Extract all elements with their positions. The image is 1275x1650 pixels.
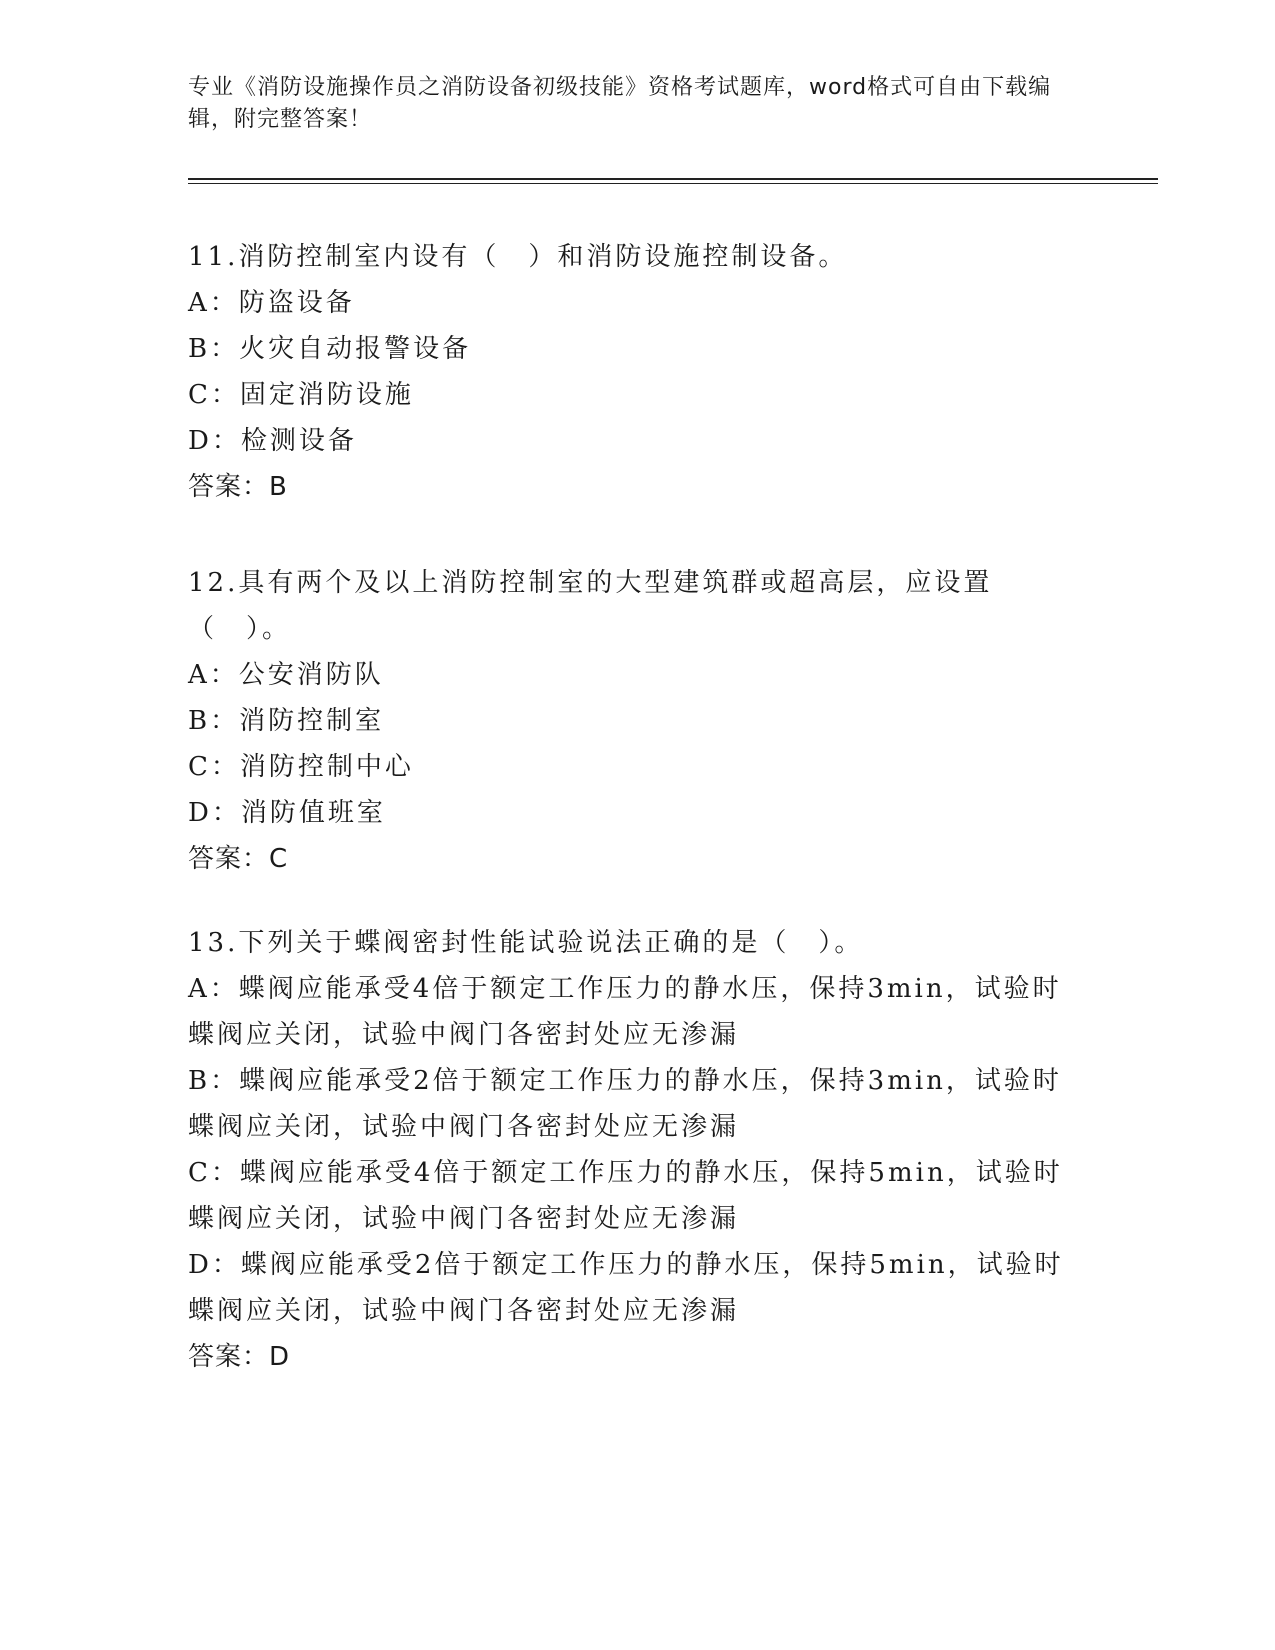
question-stem: 11.消防控制室内设有（ ）和消防设施控制设备。 xyxy=(188,242,848,272)
header-divider-thin xyxy=(188,183,1158,184)
option-c: C：消防控制中心 xyxy=(188,752,414,782)
option-a: A：防盗设备 xyxy=(188,288,355,318)
answer-line: 答案：D xyxy=(188,1342,291,1372)
option-b: B：火灾自动报警设备 xyxy=(188,334,472,364)
option-d: D：消防值班室 xyxy=(188,798,386,828)
option-a: A：公安消防队 xyxy=(188,660,384,690)
answer-line: 答案：C xyxy=(188,844,289,874)
option-b: B：蝶阀应能承受2倍于额定工作压力的静水压，保持3min，试验时蝶阀应关闭，试验中阀门各密封处应无渗漏 xyxy=(188,1066,1062,1142)
document-header: 专业《消防设施操作员之消防设备初级技能》资格考试题库，word格式可自由下载编辑，附完整答案！ xyxy=(188,75,1052,132)
question-stem: 13.下列关于蝶阀密封性能试验说法正确的是（ ）。 xyxy=(188,928,864,958)
question-11 xyxy=(188,234,1088,510)
question-stem: 12.具有两个及以上消防控制室的大型建筑群或超高层，应设置（ ）。 xyxy=(188,568,993,644)
option-d: D：蝶阀应能承受2倍于额定工作压力的静水压，保持5min，试验时蝶阀应关闭，试验中阀门各密封处应无渗漏 xyxy=(188,1250,1064,1326)
answer-line: 答案：B xyxy=(188,472,288,502)
question-13 xyxy=(188,920,1088,1380)
question-12 xyxy=(188,560,1088,882)
option-b: B：消防控制室 xyxy=(188,706,385,736)
option-c: C：蝶阀应能承受4倍于额定工作压力的静水压，保持5min，试验时蝶阀应关闭，试验中阀门各密封处应无渗漏 xyxy=(188,1158,1063,1234)
header-divider-thick xyxy=(188,178,1158,180)
option-c: C：固定消防设施 xyxy=(188,380,414,410)
option-a: A：蝶阀应能承受4倍于额定工作压力的静水压，保持3min，试验时蝶阀应关闭，试验中阀门各密封处应无渗漏 xyxy=(188,974,1062,1050)
option-d: D：检测设备 xyxy=(188,426,357,456)
